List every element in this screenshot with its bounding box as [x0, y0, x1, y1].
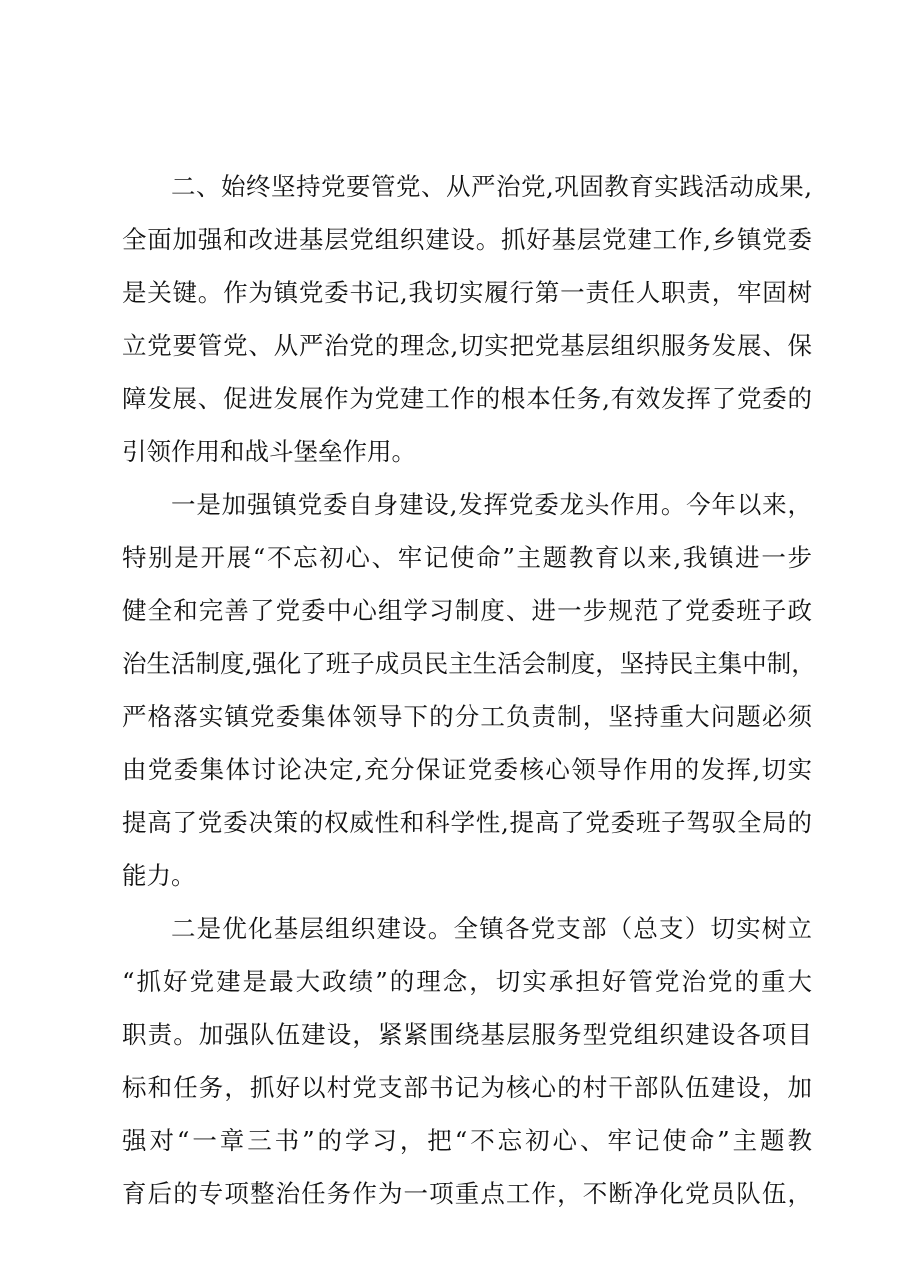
- paragraph-3-line-5: 强对“一章三书”的学习，把“不忘初心、牢记使命”主题教: [122, 1126, 812, 1155]
- paragraph-2-line-4: 治生活制度,强化了班子成员民主生活会制度，坚持民主集中制，: [122, 649, 816, 678]
- paragraph-1-line-5: 障发展、促进发展作为党建工作的根本任务,有效发挥了党委的: [122, 384, 812, 413]
- paragraph-1-line-1: 二、始终坚持党要管党、从严治党,巩固教育实践活动成果,: [171, 172, 812, 201]
- paragraph-1-line-3: 是关键。作为镇党委书记,我切实履行第一责任人职责，牢固树: [122, 278, 812, 307]
- paragraph-2-line-2: 特别是开展“不忘初心、牢记使命”主题教育以来,我镇进一步: [122, 543, 812, 572]
- paragraph-2-line-7: 提高了党委决策的权威性和科学性,提高了党委班子驾驭全局的: [122, 808, 812, 837]
- paragraph-1-line-6: 引领作用和战斗堡垒作用。: [122, 437, 416, 466]
- paragraph-3-line-1: 二是优化基层组织建设。全镇各党支部（总支）切实树立: [171, 914, 812, 943]
- paragraph-2-line-5: 严格落实镇党委集体领导下的分工负责制，坚持重大问题必须: [122, 702, 812, 731]
- paragraph-3-line-4: 标和任务，抓好以村党支部书记为核心的村干部队伍建设，加: [122, 1073, 812, 1102]
- paragraph-2-line-3: 健全和完善了党委中心组学习制度、进一步规范了党委班子政: [122, 596, 812, 625]
- document-body: [122, 160, 816, 1220]
- paragraph-2-line-1: 一是加强镇党委自身建设,发挥党委龙头作用。今年以来，: [171, 490, 812, 519]
- paragraph-3-line-2: “抓好党建是最大政绩”的理念，切实承担好管党治党的重大: [122, 967, 812, 996]
- paragraph-1-line-2: 全面加强和改进基层党组织建设。抓好基层党建工作,乡镇党委: [122, 225, 812, 254]
- paragraph-3-line-6: 育后的专项整治任务作为一项重点工作，不断净化党员队伍，: [122, 1179, 812, 1208]
- paragraph-1-line-4: 立党要管党、从严治党的理念,切实把党基层组织服务发展、保: [122, 331, 812, 360]
- paragraph-2-line-8: 能力。: [122, 861, 196, 890]
- paragraph-2-line-6: 由党委集体讨论决定,充分保证党委核心领导作用的发挥,切实: [122, 755, 812, 784]
- paragraph-3-line-3: 职责。加强队伍建设，紧紧围绕基层服务型党组织建设各项目: [122, 1020, 812, 1049]
